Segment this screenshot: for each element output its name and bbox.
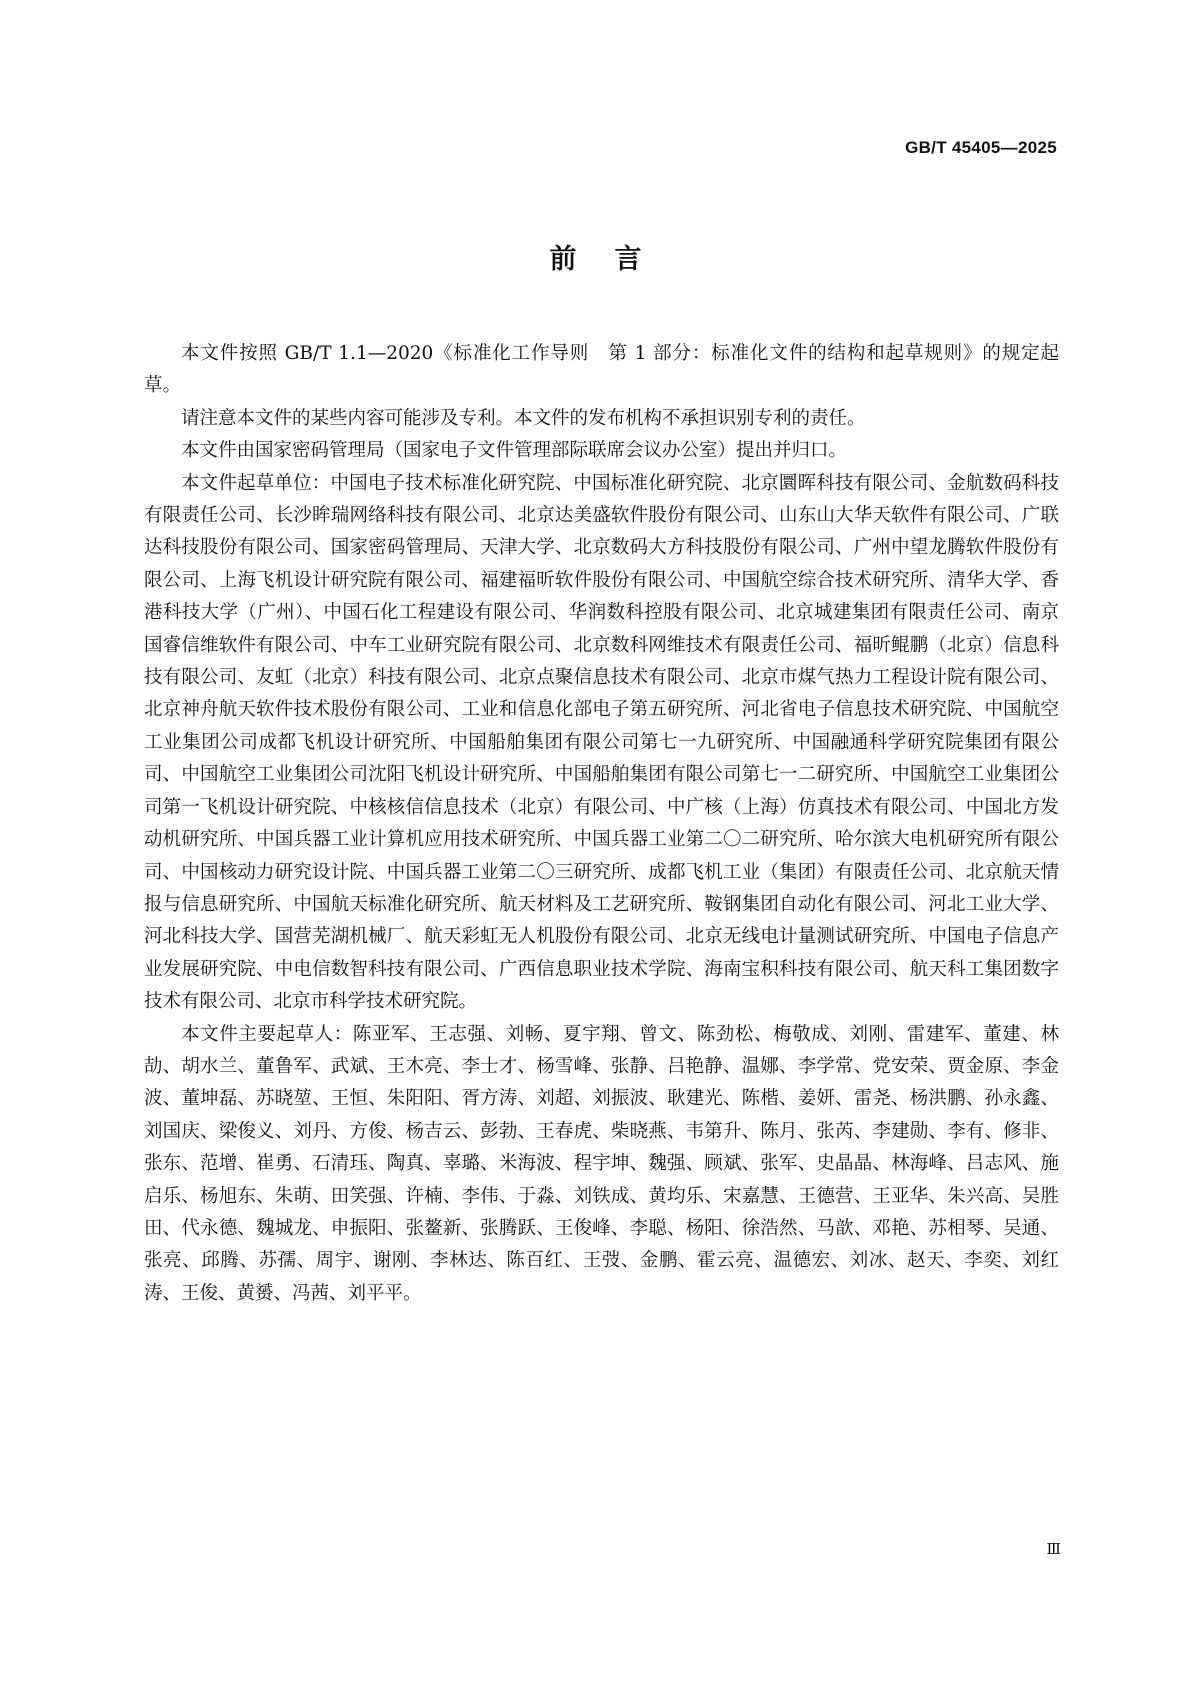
paragraph-drafters: 本文件主要起草人：陈亚军、王志强、刘畅、夏宇翔、曾文、陈劲松、梅敬成、刘刚、雷建军、董建、林劼、胡水兰、董鲁军、武斌、王木亮、李士才、杨雪峰、张静、吕艳静、温娜、李学常、党安荣、贾金原、李金波、董坤磊、苏晓堃、王恒、朱阳阳、胥方涛、刘超、刘振波、耿建光、陈楷、姜妍、雷尧、杨洪鹏、孙永鑫、刘国庆、梁俊义、刘丹、方俊、杨吉云、彭勃、王春虎、柴晓燕、韦第升、陈月、张芮、李建勋、李有、修非、张东、范增、崔勇、石清珏、陶真、辜璐、米海波、程宇坤、魏强、顾斌、张军、史晶晶、林海峰、吕志风、施启乐、杨旭东、朱萌、田笑强、许楠、李伟、于淼、刘铁成、黄均乐、宋嘉慧、王德营、王亚华、朱兴高、吴胜田、代永德、魏城龙、申振阳、张鳌新、张腾跃、王俊峰、李聪、杨阳、徐浩然、马歆、邓艳、苏相琴、吴通、张亮、邱腾、苏孺、周宇、谢刚、李林达、陈百红、王弢、金鹏、霍云亮、温德宏、刘冰、赵天、李奕、刘红涛、王俊、黄赟、冯茜、刘平平。 [144,1023,1059,1304]
page-title: 前言 [549,244,680,275]
paragraph-proposer: 本文件由国家密码管理局（国家电子文件管理部际联席会议办公室）提出并归口。 [181,440,848,462]
page-number: Ⅲ [1046,1540,1061,1558]
paragraph-patent-notice: 请注意本文件的某些内容可能涉及专利。本文件的发布机构不承担识别专利的责任。 [181,407,866,429]
standard-number: GB/T 45405—2025 [905,138,1057,157]
paragraph-drafting-units: 本文件起草单位：中国电子技术标准化研究院、中国标准化研究院、北京圜晖科技有限公司、金航数码科技有限责任公司、长沙眸瑞网络科技有限公司、北京达美盛软件股份有限公司、山东山大华天软件有限公司、广联达科技股份有限公司、国家密码管理局、天津大学、北京数码大方科技股份有限公司、广州中望龙腾软件股份有限公司、上海飞机设计研究院有限公司、福建福昕软件股份有限公司、中国航空综合技术研究所、清华大学、香港科技大学（广州）、中国石化工程建设有限公司、华润数科控股有限公司、北京城建集团有限责任公司、南京国睿信维软件有限公司、中车工业研究院有限公司、北京数科网维技术有限责任公司、福昕鲲鹏（北京）信息科技有限公司、友虹（北京）科技有限公司、北京点聚信息技术有限公司、北京市煤气热力工程设计院有限公司、北京神舟航天软件技术股份有限公司、工业和信息化部电子第五研究所、河北省电子信息技术研究院、中国航空工业集团公司成都飞机设计研究所、中国船舶集团有限公司第七一九研究所、中国融通科学研究院集团有限公司、中国航空工业集团公司沈阳飞机设计研究所、中国船舶集团有限公司第七一二研究所、中国航空工业集团公司第一飞机设计研究院、中核核信信息技术（北京）有限公司、中广核（上海）仿真技术有限公司、中国北方发动机研究所、中国兵器工业计算机应用技术研究所、中国兵器工业第二〇二研究所、哈尔滨大电机研究所有限公司、中国核动力研究设计院、中国兵器工业第二〇三研究所、成都飞机工业（集团）有限责任公司、北京航天情报与信息研究所、中国航天标准化研究所、航天材料及工艺研究所、鞍钢集团自动化有限公司、河北工业大学、河北科技大学、国营芜湖机械厂、航天彩虹无人机股份有限公司、北京无线电计量测试研究所、中国电子信息产业发展研究院、中电信数智科技有限公司、广西信息职业技术学院、海南宝积科技有限公司、航天科工集团数字技术有限公司、北京市科学技术研究院。 [144,472,1059,1013]
foreword-body [144,338,1059,1310]
paragraph-drafting-rules: 本文件按照 GB/T 1.1—2020《标准化工作导则 第 1 部分：标准化文件的结构和起草规则》的规定起草。 [144,343,1059,397]
